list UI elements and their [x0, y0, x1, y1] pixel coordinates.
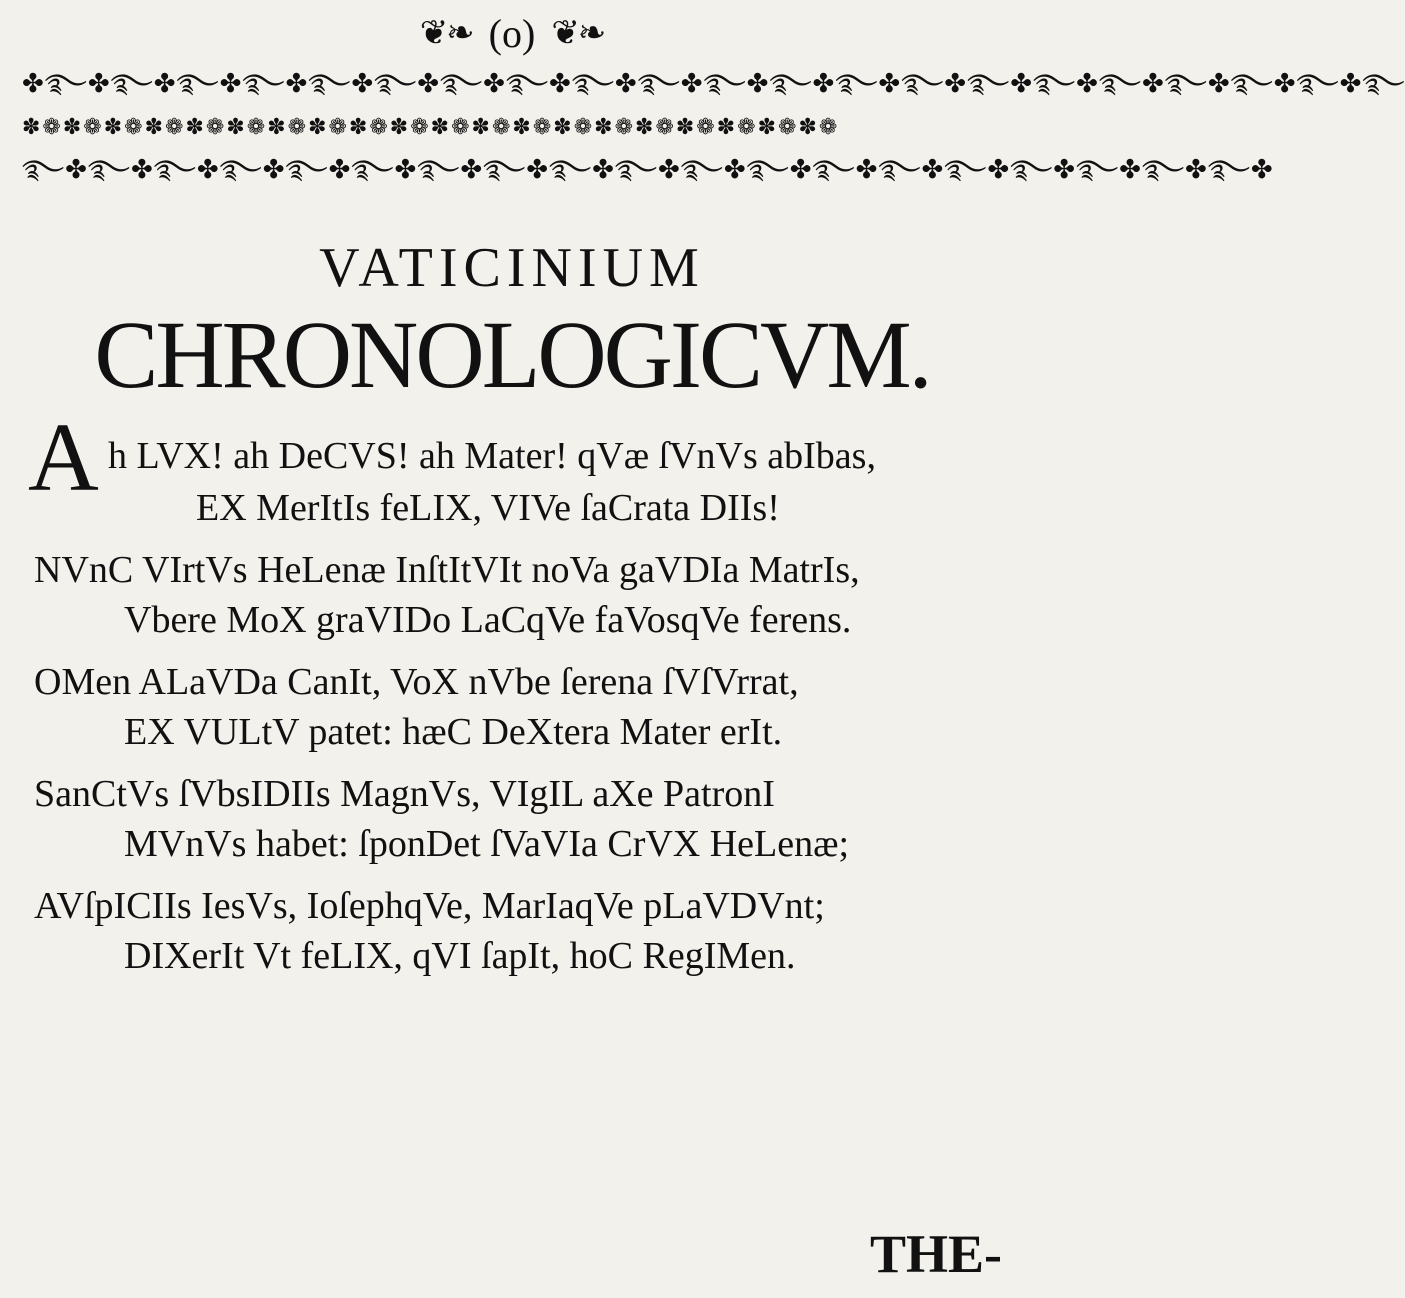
- verse-line-1: h LVX! ah DeCVS! ah Mater! qVæ ſVnVs abIbas,: [108, 435, 876, 477]
- title-line-2: CHRONOLOGICVM.: [94, 301, 930, 408]
- verse-line-3: NVnC VIrtVs HeLenæ InſtItVIt noVa gaVDIa MatrIs,: [34, 549, 860, 591]
- verse-line-6: EX VULtV patet: hæC DeXtera Mater erIt.: [124, 711, 783, 753]
- title-line-1: VATICINIUM: [319, 237, 705, 299]
- verse-line-5: OMen ALaVDa CanIt, VoX nVbe ſerena ſVſVrrat,: [34, 661, 799, 703]
- verse-line-8: MVnVs habet: ſponDet ſVaVIa CrVX HeLenæ;: [124, 823, 850, 865]
- ornamental-band-top-icon: ✤࿐✤࿐✤࿐✤࿐✤࿐✤࿐✤࿐✤࿐✤࿐✤࿐✤࿐✤࿐✤࿐✤࿐✤࿐✤࿐✤࿐✤࿐✤࿐✤࿐✤࿐: [22, 69, 1405, 99]
- page-header: [0, 6, 1024, 58]
- verse-line-7: SanCtVs ſVbsIDIIs MagnVs, VIgIL aXe PatronI: [34, 773, 775, 815]
- verse-line-9: AVſpICIIs IesVs, IoſephqVe, MarIaqVe pLaVDVnt;: [34, 885, 825, 927]
- catchword: THE-: [869, 1224, 1002, 1284]
- verse-line-4: Vbere MoX graVIDo LaCqVe faVosqVe ferens.: [124, 599, 852, 641]
- ornamental-band-middle-icon: ✽❁✽❁✽❁✽❁✽❁✽❁✽❁✽❁✽❁✽❁✽❁✽❁✽❁✽❁✽❁✽❁✽❁✽❁✽❁✽❁: [22, 115, 840, 140]
- fleuron-right-icon: ❦❧: [551, 14, 605, 52]
- fleuron-left-icon: ❦❧: [419, 14, 473, 52]
- page-number: (o): [488, 10, 536, 56]
- verse-line-2: EX MerItIs feLIX, VIVe ſaCrata DIIs!: [196, 487, 780, 529]
- drop-capital: A: [28, 404, 99, 512]
- verse-line-10: DIXerIt Vt feLIX, qVI ſapIt, hoC RegIMen.: [124, 935, 796, 977]
- ornamental-band-bottom-icon: ࿐✤࿐✤࿐✤࿐✤࿐✤࿐✤࿐✤࿐✤࿐✤࿐✤࿐✤࿐✤࿐✤࿐✤࿐✤࿐✤࿐✤࿐✤࿐✤: [22, 155, 1274, 185]
